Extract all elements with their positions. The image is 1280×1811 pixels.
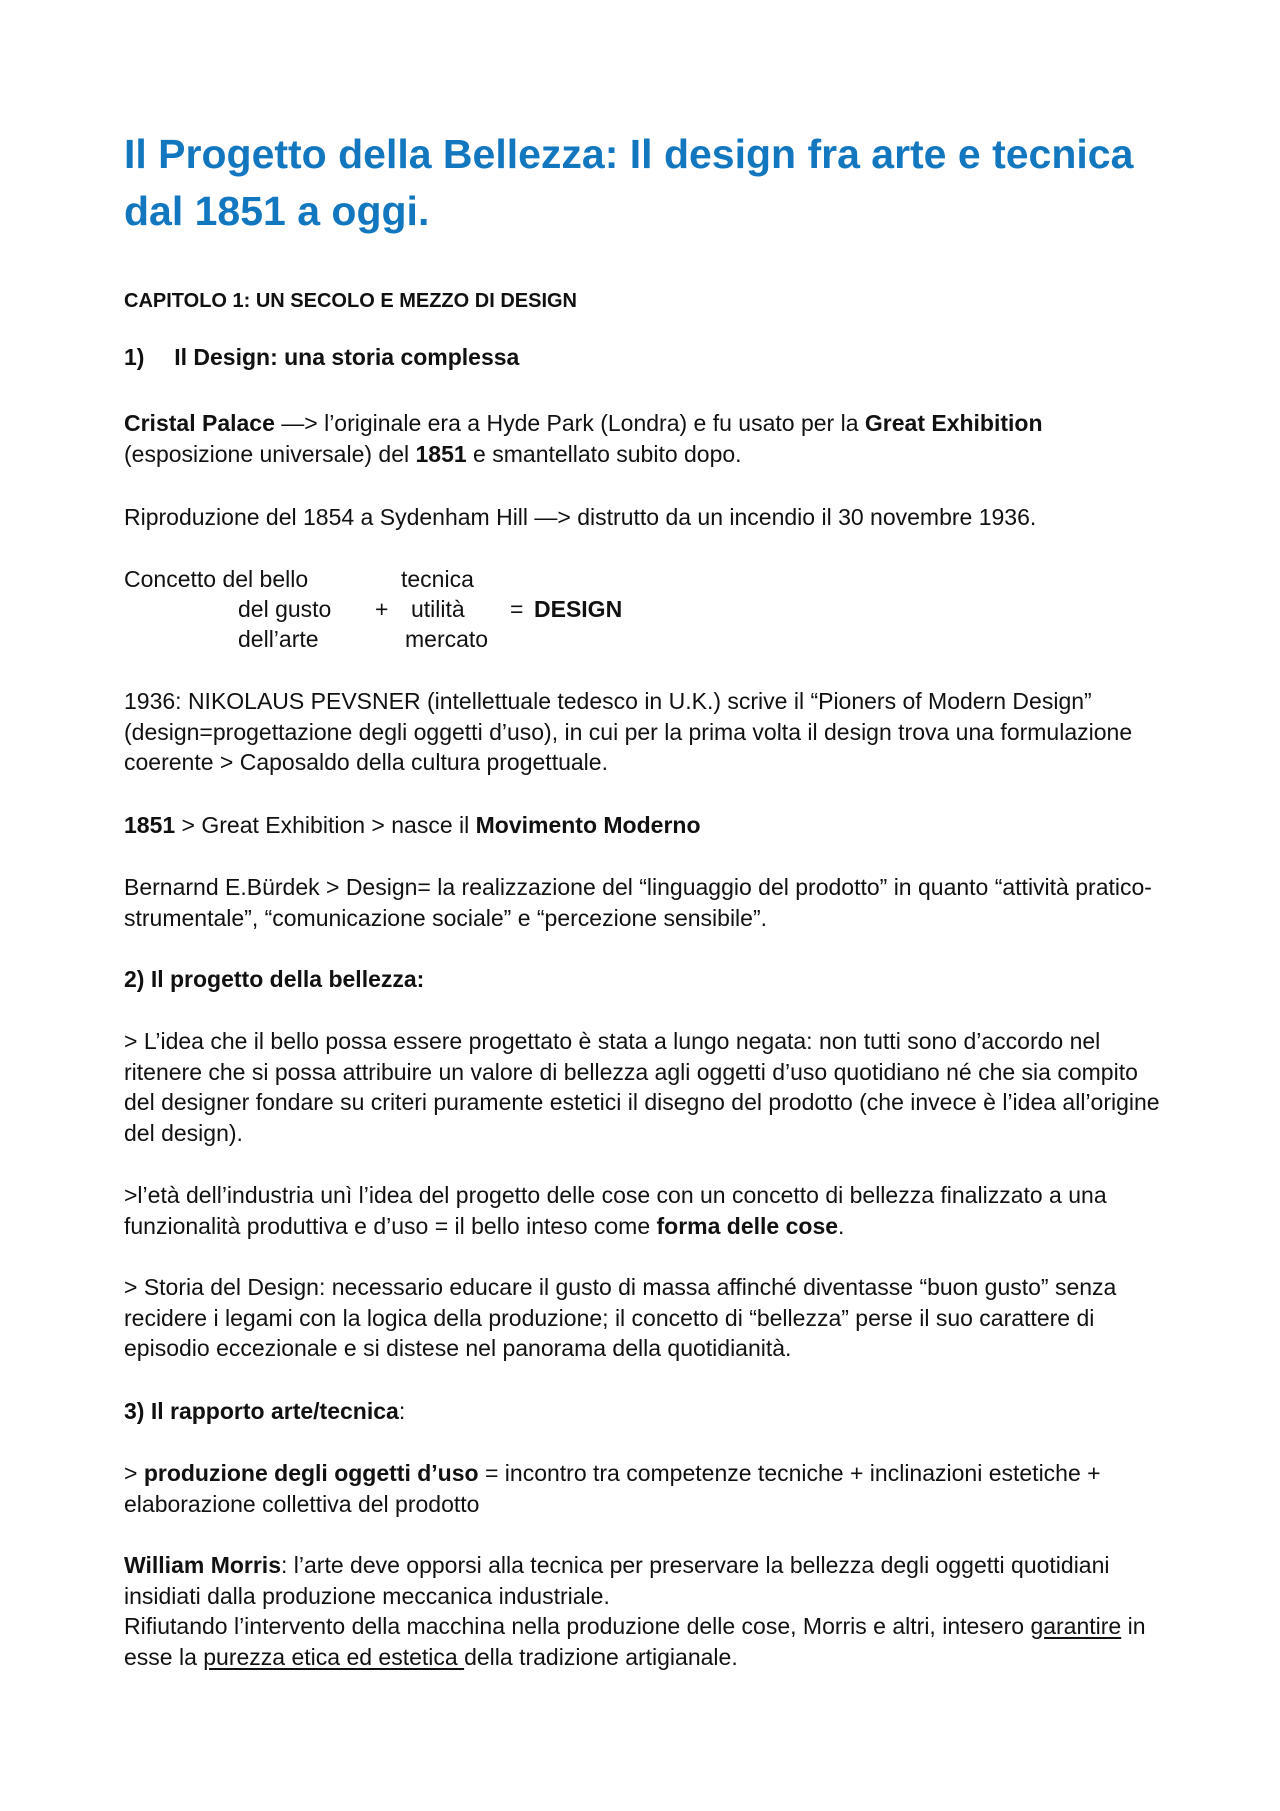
section-1-number: 1) xyxy=(124,344,145,370)
concept-col1-line2: del gusto xyxy=(238,596,332,622)
paragraph-eta-industria: >l’età dell’industria unì l’idea del progetto delle cose con un concetto di bellezza finalizzato a una funzionalità produttiva e d’uso = il bello inteso come forma delle cose. xyxy=(124,1182,1107,1239)
paragraph-pevsner: 1936: NIKOLAUS PEVSNER (intellettuale tedesco in U.K.) scrive il “Pioners of Modern Design” (design=progettazione degli oggetti d’uso), in cui per la prima volta il design trova una formulazione coerente > Caposaldo della cultura progettuale. xyxy=(124,688,1133,775)
chapter-heading: CAPITOLO 1: UN SECOLO E MEZZO DI DESIGN xyxy=(124,290,577,312)
paragraph-burdek: Bernarnd E.Bürdek > Design= la realizzazione del “linguaggio del prodotto” in quanto “attività pratico-strumentale”, “comunicazione sociale” e “percezione sensibile”. xyxy=(124,874,1152,931)
paragraph-idea-bello: > L’idea che il bello possa essere progettato è stata a lungo negata: non tutti sono d’accordo nel ritenere che si possa attribuire un valore di bellezza agli oggetti d’uso quotidiano né che sia compito del designer fondare su criteri puramente estetici il disegno del prodotto (che invece è l’idea all’origine del design). xyxy=(124,1028,1160,1146)
paragraph-great-exhibition: 1851 > Great Exhibition > nasce il Movimento Moderno xyxy=(124,812,701,838)
concept-result: DESIGN xyxy=(534,596,623,622)
section-1-heading xyxy=(124,342,1164,373)
concept-col1-line1: Concetto del bello xyxy=(124,566,309,592)
section-1-title: Il Design: una storia complessa xyxy=(174,344,520,370)
section-3-heading: 3) Il rapporto arte/tecnica: xyxy=(124,1398,406,1424)
concept-col2-line2: utilità xyxy=(411,596,465,622)
concept-col2-line3: mercato xyxy=(405,626,489,652)
paragraph-storia-design: > Storia del Design: necessario educare il gusto di massa affinché diventasse “buon gusto” senza recidere i legami con la logica della produzione; il concetto di “bellezza” perse il suo carattere di episodio eccezionale e si distese nel panorama della quotidianità. xyxy=(124,1274,1117,1361)
paragraph-cristal-palace: Cristal Palace —> l’originale era a Hyde Park (Londra) e fu usato per la Great Exhibition (esposizione universale) del 1851 e smantellato subito dopo. xyxy=(124,410,1043,467)
paragraph-william-morris: William Morris: l’arte deve opporsi alla tecnica per preservare la bellezza degli oggetti quotidiani insidiati dalla produzione meccanica industriale. Rifiutando l’intervento della macchina nella produzione delle cose, Morris e altri, intesero garantire in esse la purezza etica ed estetica della tradizione artigianale. xyxy=(124,1552,1146,1670)
section-2-heading: 2) Il progetto della bellezza: xyxy=(124,966,425,992)
paragraph-produzione-oggetti: > produzione degli oggetti d’uso = incontro tra competenze tecniche + inclinazioni estetiche + elaborazione collettiva del prodotto xyxy=(124,1460,1101,1517)
concept-plus: + xyxy=(375,596,389,622)
paragraph-riproduzione: Riproduzione del 1854 a Sydenham Hill —> distrutto da un incendio il 30 novembre 1936. xyxy=(124,504,1037,530)
concept-col1-line3: dell’arte xyxy=(238,626,319,652)
concept-equals: = xyxy=(510,596,524,622)
concept-col2-line1: tecnica xyxy=(401,566,474,592)
document-title: Il Progetto della Bellezza: Il design fra arte e tecnica dal 1851 a oggi. xyxy=(124,131,1134,234)
